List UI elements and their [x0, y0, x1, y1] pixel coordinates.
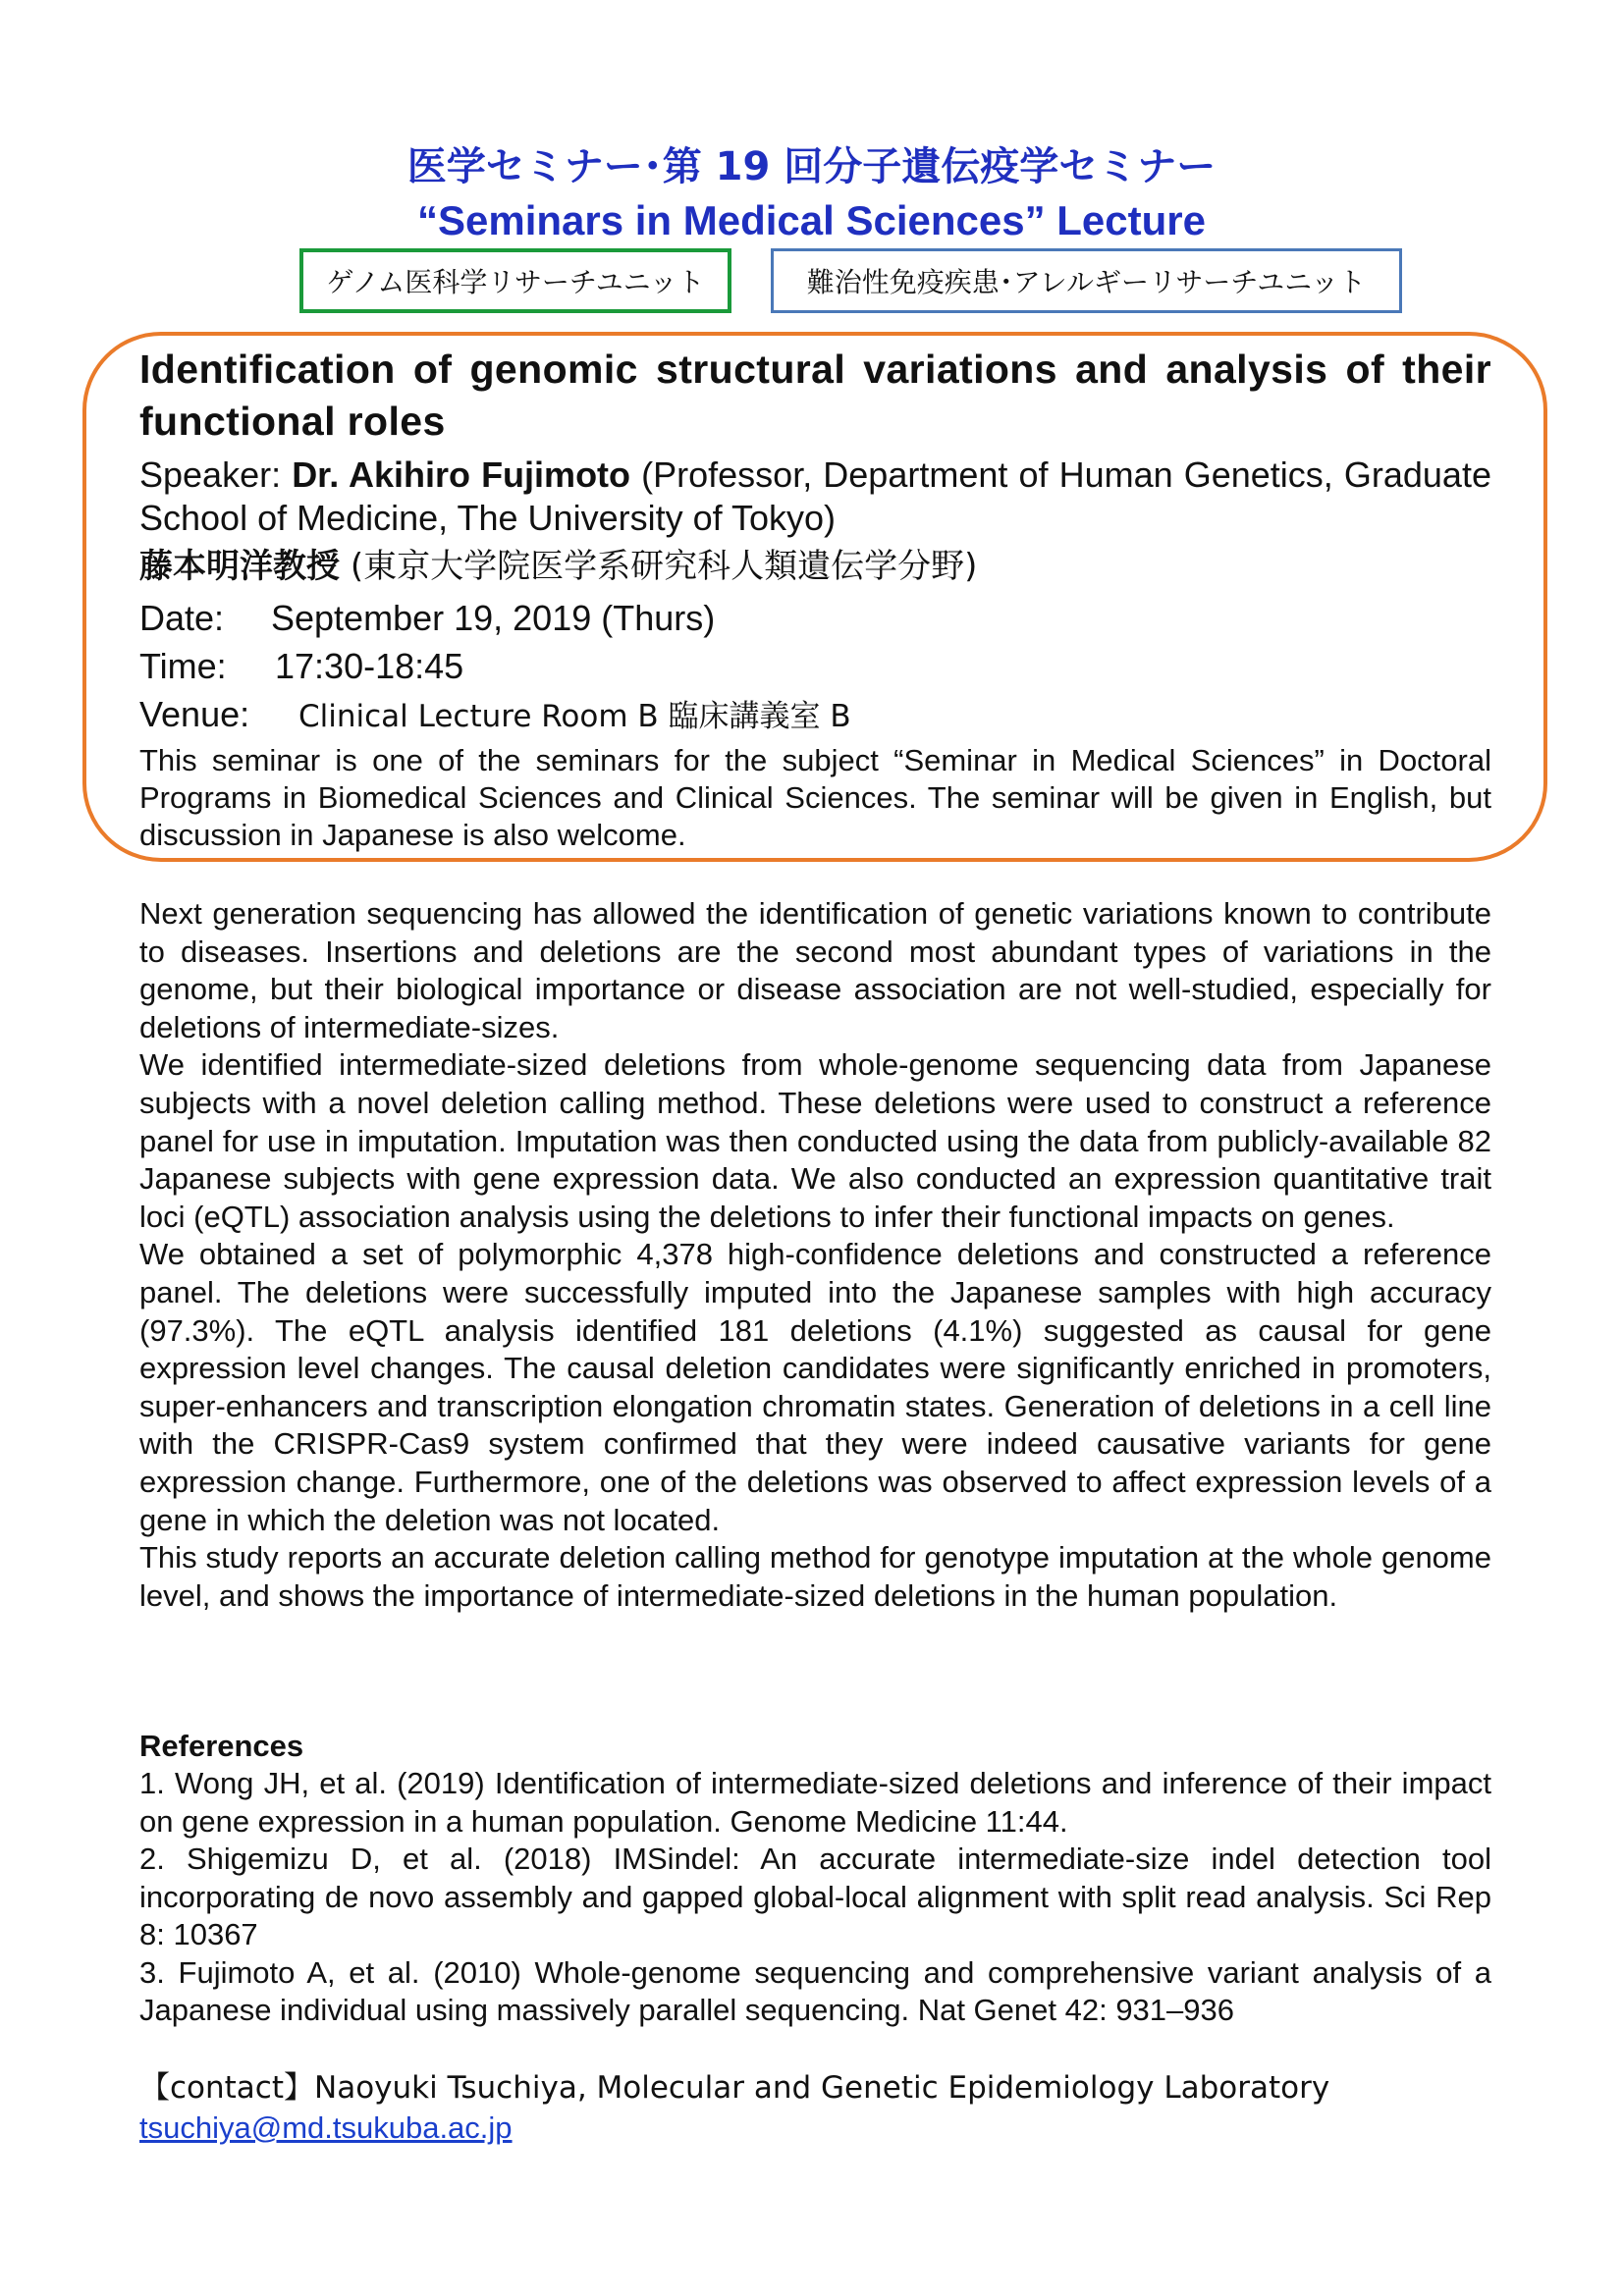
unit-badge-genome: ゲノム医科学リサーチユニット — [299, 248, 731, 313]
time-value: 17:30-18:45 — [275, 646, 464, 686]
time-label: Time: — [139, 646, 227, 686]
seminar-title-jp: 医学セミナー･第 19 回分子遺伝疫学セミナー — [406, 144, 1217, 189]
unit-badge-immune-allergy: 難治性免疫疾患･アレルギーリサーチユニット — [771, 248, 1402, 313]
venue-value: Clinical Lecture Room B 臨床講義室 B — [298, 699, 851, 734]
reference-item: 3. Fujimoto A, et al. (2010) Whole-genome sequencing and comprehensive variant analysis of a Japanese individual using massively parallel sequencing. Nat Genet 42: 931–936 — [139, 1954, 1491, 2027]
contact-line: 【contact】Naoyuki Tsuchiya, Molecular and Genetic Epidemiology Laboratory — [139, 2070, 1330, 2106]
abstract — [139, 895, 1491, 1615]
contact-email-link[interactable]: tsuchiya@md.tsukuba.ac.jp — [139, 2110, 513, 2145]
speaker-name-jp: 藤本明洋教授 — [139, 547, 340, 586]
venue-label: Venue: — [139, 694, 250, 734]
seminar-note: This seminar is one of the seminars for the subject “Seminar in Medical Sciences” in Doctoral Programs in Biomedical Sciences and Clinical Sciences. The seminar will be given in English, but discussion in Japanese is also welcome. — [139, 743, 1491, 852]
references — [139, 1728, 1491, 2030]
date-row — [139, 597, 715, 640]
speaker-affiliation: (Professor, Department of Human Genetics, Graduate School of Medicine, The University of Tokyo) — [139, 454, 1491, 538]
speaker-name: Dr. Akihiro Fujimoto — [292, 454, 631, 495]
abstract-paragraph: We identified intermediate-sized deletions from whole-genome sequencing data from Japanese subjects with a novel deletion calling method. These deletions were used to construct a reference panel for use in imputation. Imputation was then conducted using the data from publicly-available 82 Japanese subjects with gene expression data. We also conducted an expression quantitative trait loci (eQTL) association analysis using the deletions to infer their functional impacts on genes. — [139, 1047, 1491, 1234]
speaker-affiliation-jp: (東京大学院医学系研究科人類遺伝学分野) — [350, 547, 978, 586]
reference-item: 2. Shigemizu D, et al. (2018) IMSindel: An accurate intermediate-size indel detection tool incorporating de novo assembly and gapped global-local alignment with split read analysis. Sci Rep 8: 10367 — [139, 1842, 1491, 1951]
date-value: September 19, 2019 (Thurs) — [271, 598, 716, 638]
speaker-label: Speaker: — [139, 454, 282, 495]
abstract-paragraph: We obtained a set of polymorphic 4,378 high-confidence deletions and constructed a reference panel. The deletions were successfully imputed into the Japanese samples with high accuracy (97.3%). The eQTL analysis identified 181 deletions (4.1%) suggested as causal for gene expression level changes. The causal deletion candidates were significantly enriched in promoters, super-enhancers and transcription elongation chromatin states. Generation of deletions in a cell line with the CRISPR-Cas9 system confirmed that they were indeed causative variants for gene expression change. Furthermore, one of the deletions was observed to affect expression levels of a gene in which the deletion was not located. — [139, 1237, 1491, 1537]
seminar-title-en: “Seminars in Medical Sciences” Lecture — [416, 197, 1206, 243]
reference-item: 1. Wong JH, et al. (2019) Identification of intermediate-sized deletions and inference of their impact on gene expression in a human population. Genome Medicine 11:44. — [139, 1766, 1491, 1839]
abstract-paragraph: This study reports an accurate deletion calling method for genotype imputation at the whole genome level, and shows the importance of intermediate-sized deletions in the human population. — [139, 1540, 1491, 1613]
venue-row — [139, 693, 851, 738]
speaker-line — [139, 454, 1491, 540]
abstract-paragraph: Next generation sequencing has allowed the identification of genetic variations known to contribute to diseases. Insertions and deletions are the second most abundant types of variations in the genome, but their biological importance or disease association are not well-studied, especially for deletions of intermediate-sizes. — [139, 896, 1491, 1044]
time-row — [139, 645, 463, 688]
date-label: Date: — [139, 598, 225, 638]
lecture-title: Identification of genomic structural variations and analysis of their functional roles — [139, 347, 1491, 444]
speaker-line-jp — [139, 545, 977, 588]
references-heading: References — [139, 1729, 304, 1763]
